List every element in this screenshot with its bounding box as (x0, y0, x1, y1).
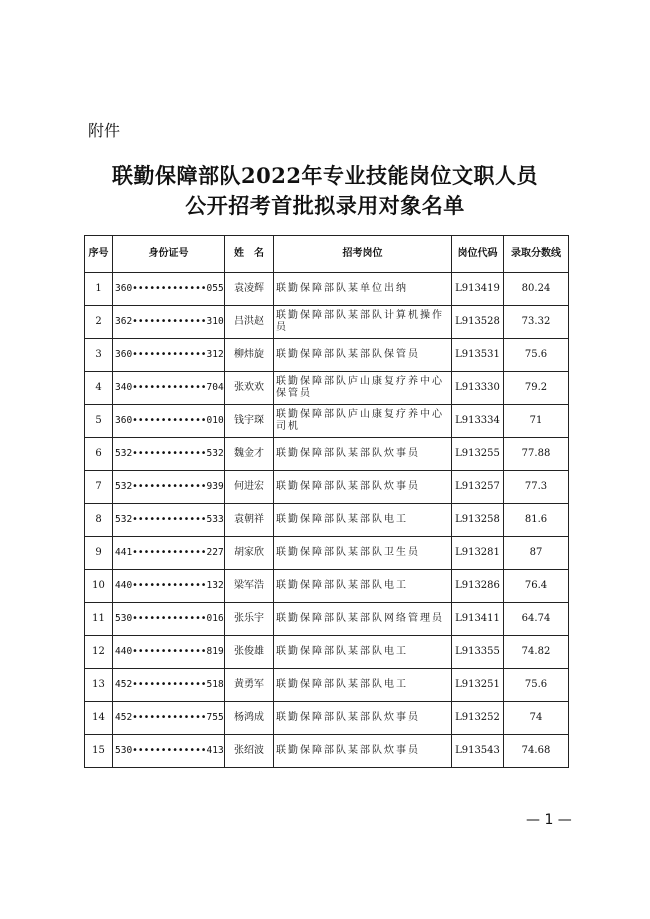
cell-position: 联勤保障部队某部队炊事员 (274, 735, 452, 768)
cell-position-code: L913281 (452, 537, 504, 570)
cell-name: 胡家欣 (225, 537, 274, 570)
cell-position: 联勤保障部队某部队网络管理员 (274, 603, 452, 636)
page-title-line-2: 公开招考首批拟录用对象名单 (185, 193, 465, 218)
table-row (85, 504, 569, 537)
cell-score: 73.32 (504, 306, 569, 339)
table-row (85, 537, 569, 570)
cell-name: 张欢欢 (225, 372, 274, 405)
table-row (85, 636, 569, 669)
cell-index: 6 (85, 438, 113, 471)
header-name: 姓 名 (225, 236, 274, 273)
cell-name: 杨鸿成 (225, 702, 274, 735)
cell-name: 何进宏 (225, 471, 274, 504)
header-id-number: 身份证号 (113, 236, 225, 273)
cell-id-number: 532•••••••••••••939 (113, 471, 225, 504)
cell-score: 75.6 (504, 669, 569, 702)
table-row (85, 735, 569, 768)
cell-index: 13 (85, 669, 113, 702)
table-row (85, 438, 569, 471)
cell-position: 联勤保障部队某单位出纳 (274, 273, 452, 306)
table-row (85, 306, 569, 339)
cell-position-code: L913411 (452, 603, 504, 636)
header-position: 招考岗位 (274, 236, 452, 273)
cell-id-number: 441•••••••••••••227 (113, 537, 225, 570)
cell-id-number: 360•••••••••••••010 (113, 405, 225, 438)
cell-position: 联勤保障部队某部队电工 (274, 504, 452, 537)
cell-position: 联勤保障部队某部队计算机操作员 (274, 306, 452, 339)
cell-position: 联勤保障部队某部队电工 (274, 636, 452, 669)
cell-position-code: L913531 (452, 339, 504, 372)
cell-score: 79.2 (504, 372, 569, 405)
cell-score: 81.6 (504, 504, 569, 537)
cell-name: 柳炜旋 (225, 339, 274, 372)
cell-index: 3 (85, 339, 113, 372)
table-row (85, 570, 569, 603)
cell-position: 联勤保障部队某部队电工 (274, 570, 452, 603)
cell-index: 10 (85, 570, 113, 603)
cell-id-number: 440•••••••••••••132 (113, 570, 225, 603)
cell-index: 2 (85, 306, 113, 339)
table-row (85, 669, 569, 702)
cell-index: 1 (85, 273, 113, 306)
table-row (85, 372, 569, 405)
cell-name: 袁朝祥 (225, 504, 274, 537)
cell-name: 吕洪赵 (225, 306, 274, 339)
cell-name: 梁军浩 (225, 570, 274, 603)
cell-position-code: L913251 (452, 669, 504, 702)
header-position-code: 岗位代码 (452, 236, 504, 273)
cell-name: 张绍波 (225, 735, 274, 768)
cell-index: 9 (85, 537, 113, 570)
cell-score: 87 (504, 537, 569, 570)
table-row (85, 471, 569, 504)
cell-score: 77.3 (504, 471, 569, 504)
cell-position: 联勤保障部队某部队炊事员 (274, 702, 452, 735)
cell-index: 7 (85, 471, 113, 504)
cell-score: 80.24 (504, 273, 569, 306)
attachment-label: 附件 (88, 121, 121, 140)
cell-name: 钱宇琛 (225, 405, 274, 438)
cell-name: 魏金才 (225, 438, 274, 471)
cell-index: 14 (85, 702, 113, 735)
table-row (85, 273, 569, 306)
cell-index: 4 (85, 372, 113, 405)
cell-id-number: 530•••••••••••••016 (113, 603, 225, 636)
page-title-line-1: 联勤保障部队2022年专业技能岗位文职人员 (112, 163, 538, 188)
cell-score: 76.4 (504, 570, 569, 603)
cell-id-number: 362•••••••••••••310 (113, 306, 225, 339)
cell-score: 77.88 (504, 438, 569, 471)
cell-position-code: L913355 (452, 636, 504, 669)
cell-position: 联勤保障部队庐山康复疗养中心司机 (274, 405, 452, 438)
cell-position: 联勤保障部队某部队保管员 (274, 339, 452, 372)
cell-score: 74.68 (504, 735, 569, 768)
cell-index: 11 (85, 603, 113, 636)
cell-position: 联勤保障部队某部队卫生员 (274, 537, 452, 570)
cell-position-code: L913543 (452, 735, 504, 768)
cell-index: 12 (85, 636, 113, 669)
cell-id-number: 532•••••••••••••533 (113, 504, 225, 537)
cell-score: 74 (504, 702, 569, 735)
cell-id-number: 452•••••••••••••518 (113, 669, 225, 702)
cell-position-code: L913257 (452, 471, 504, 504)
table-row (85, 702, 569, 735)
cell-position: 联勤保障部队庐山康复疗养中心保管员 (274, 372, 452, 405)
cell-score: 74.82 (504, 636, 569, 669)
cell-score: 64.74 (504, 603, 569, 636)
cell-id-number: 440•••••••••••••819 (113, 636, 225, 669)
cell-index: 15 (85, 735, 113, 768)
cell-position-code: L913419 (452, 273, 504, 306)
cell-id-number: 532•••••••••••••532 (113, 438, 225, 471)
table-row (85, 603, 569, 636)
cell-id-number: 340•••••••••••••704 (113, 372, 225, 405)
cell-position-code: L913528 (452, 306, 504, 339)
cell-position-code: L913330 (452, 372, 504, 405)
cell-position-code: L913252 (452, 702, 504, 735)
cell-position-code: L913286 (452, 570, 504, 603)
cell-position-code: L913258 (452, 504, 504, 537)
cell-position: 联勤保障部队某部队电工 (274, 669, 452, 702)
cell-position-code: L913334 (452, 405, 504, 438)
cell-position-code: L913255 (452, 438, 504, 471)
cell-name: 黄勇军 (225, 669, 274, 702)
cell-score: 71 (504, 405, 569, 438)
cell-index: 5 (85, 405, 113, 438)
page-number: — 1 — (526, 812, 572, 828)
header-score: 录取分数线 (504, 236, 569, 273)
table-row (85, 339, 569, 372)
candidate-table (84, 235, 569, 768)
cell-id-number: 530•••••••••••••413 (113, 735, 225, 768)
cell-name: 张俊雄 (225, 636, 274, 669)
table-row (85, 405, 569, 438)
cell-index: 8 (85, 504, 113, 537)
cell-position: 联勤保障部队某部队炊事员 (274, 471, 452, 504)
cell-name: 袁凌辉 (225, 273, 274, 306)
table-header-row (85, 236, 569, 273)
cell-name: 张乐宇 (225, 603, 274, 636)
cell-id-number: 452•••••••••••••755 (113, 702, 225, 735)
header-index: 序号 (85, 236, 113, 273)
cell-id-number: 360•••••••••••••055 (113, 273, 225, 306)
cell-position: 联勤保障部队某部队炊事员 (274, 438, 452, 471)
cell-id-number: 360•••••••••••••312 (113, 339, 225, 372)
cell-score: 75.6 (504, 339, 569, 372)
